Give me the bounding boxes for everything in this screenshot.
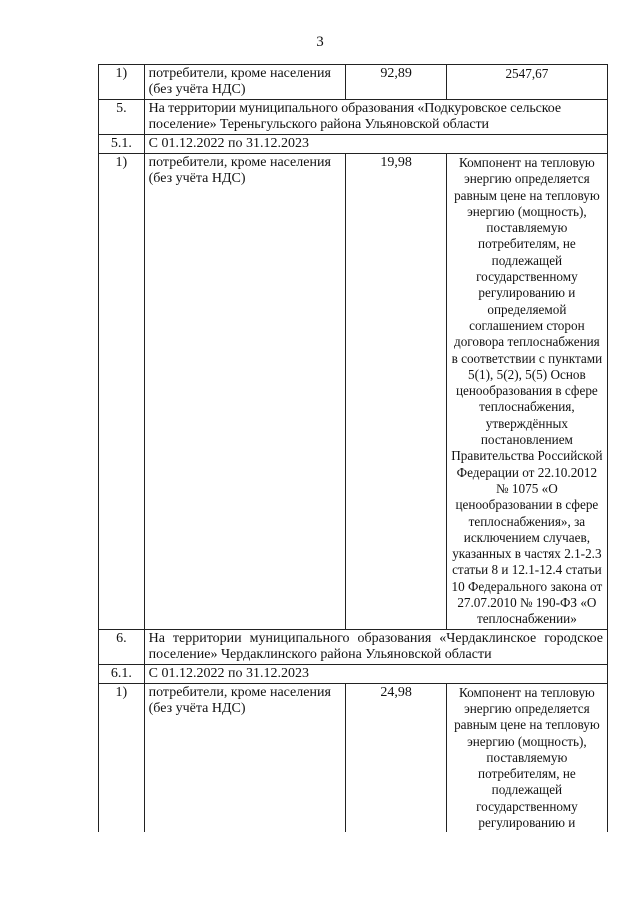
table-row <box>99 664 608 683</box>
section-number: 6. <box>99 629 145 664</box>
section-number: 5. <box>99 100 145 135</box>
table-row <box>99 154 608 630</box>
consumer-category: потребители, кроме населения (без учёта НДС) <box>144 683 346 832</box>
consumer-category: потребители, кроме населения (без учёта НДС) <box>144 154 346 630</box>
territory-heading: На территории муниципального образования «Подкуровское сельское поселение» Тереньгульского района Ульяновской области <box>144 100 607 135</box>
table-row <box>99 135 608 154</box>
tariff-note: 2547,67 <box>446 65 607 100</box>
row-number: 1) <box>99 683 145 832</box>
table-row <box>99 65 608 100</box>
tariff-table <box>98 64 608 832</box>
subsection-number: 6.1. <box>99 664 145 683</box>
territory-heading: На территории муниципального образования «Чердаклинское городское поселение» Чердаклинского района Ульяновской области <box>144 629 607 664</box>
tariff-note: Компонент на тепловую энергию определяется равным цене на тепловую энергию (мощность), поставляемую потребителям, не подлежащей государственному регулированию и определяемой соглашением сторон договора теплоснабжения в соответствии с пунктами 5(1), 5(2), 5(5) Основ ценообразования в сфере теплоснабжения, утверждённых постановлением Правительства Российской Федерации от 22.10.2012 № 1075 «О ценообразовании в сфере теплоснабжения», за исключением случаев, указанных в частях 2.1-2.3 статьи 8 и 12.1-12.4 статьи 10 Федерального закона от 27.07.2010 № 190-ФЗ «О теплоснабжении» <box>446 154 607 630</box>
period-heading: С 01.12.2022 по 31.12.2023 <box>144 135 607 154</box>
tariff-value: 19,98 <box>346 154 446 630</box>
row-number: 1) <box>99 65 145 100</box>
consumer-category: потребители, кроме населения (без учёта НДС) <box>144 65 346 100</box>
period-heading: С 01.12.2022 по 31.12.2023 <box>144 664 607 683</box>
table-row <box>99 629 608 664</box>
page-number: 3 <box>316 34 324 50</box>
row-number: 1) <box>99 154 145 630</box>
tariff-value: 92,89 <box>346 65 446 100</box>
table-row <box>99 100 608 135</box>
subsection-number: 5.1. <box>99 135 145 154</box>
table-row <box>99 683 608 832</box>
tariff-value: 24,98 <box>346 683 446 832</box>
tariff-note: Компонент на тепловую энергию определяется равным цене на тепловую энергию (мощность), поставляемую потребителям, не подлежащей государственному регулированию и <box>446 683 607 832</box>
